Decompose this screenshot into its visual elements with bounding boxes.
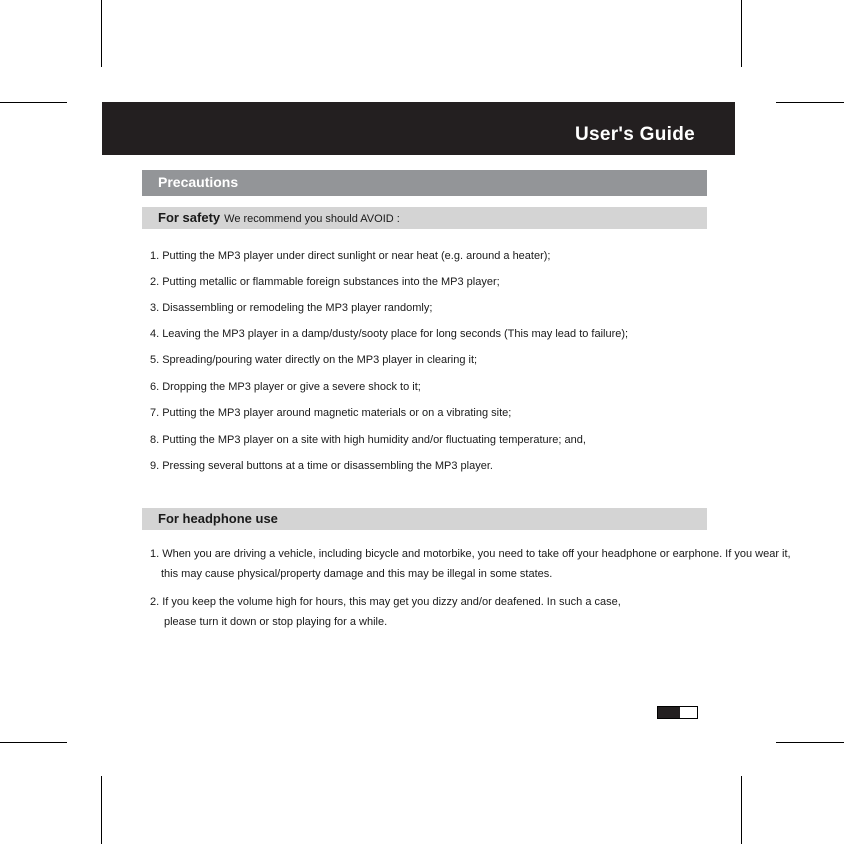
crop-mark (0, 742, 67, 743)
subsection-safety (142, 207, 707, 229)
list-item (150, 249, 550, 263)
item-text: Putting metallic or flammable foreign substances into the MP3 player; (162, 276, 500, 288)
crop-mark (101, 0, 102, 67)
list-item (150, 595, 621, 609)
item-number: 1. (150, 548, 160, 560)
item-text: Putting the MP3 player around magnetic materials or on a vibrating site; (162, 407, 512, 419)
item-text: When you are driving a vehicle, including bicycle and motorbike, you need to take off your headphone or earphone. If you wear it, (162, 548, 791, 560)
list-item (150, 301, 432, 315)
safety-heading: For safety (158, 210, 221, 225)
item-number: 4. (150, 328, 160, 340)
item-text: Pressing several buttons at a time or disassembling the MP3 player. (162, 460, 493, 472)
subsection-headphone (142, 508, 707, 530)
page-indicator-fill (658, 707, 680, 718)
item-text: Spreading/pouring water directly on the MP3 player in clearing it; (162, 354, 478, 366)
list-item (150, 406, 511, 420)
list-item (150, 327, 628, 341)
item-text: Dropping the MP3 player or give a severe shock to it; (162, 381, 421, 393)
item-text: Putting the MP3 player under direct sunlight or near heat (e.g. around a heater); (162, 250, 551, 262)
header-title: User's Guide (574, 124, 695, 145)
item-number: 8. (150, 434, 160, 446)
item-number: 2. (150, 596, 160, 608)
item-number: 1. (150, 250, 160, 262)
item-number: 2. (150, 276, 160, 288)
header-band (102, 102, 735, 155)
crop-mark (776, 742, 844, 743)
crop-mark (776, 102, 844, 103)
item-number: 3. (150, 302, 160, 314)
item-number: 5. (150, 354, 160, 366)
item-text: If you keep the volume high for hours, this may get you dizzy and/or deafened. In such a case, (162, 596, 621, 608)
subsection-title: For headphone use (158, 511, 278, 526)
item-text: Putting the MP3 player on a site with high humidity and/or fluctuating temperature; and, (162, 434, 586, 446)
list-item (150, 459, 493, 473)
item-continuation: please turn it down or stop playing for a while. (164, 616, 388, 628)
page-indicator (657, 706, 698, 719)
item-number: 7. (150, 407, 160, 419)
item-text: Disassembling or remodeling the MP3 player randomly; (162, 302, 433, 314)
list-item (150, 547, 791, 561)
list-item (150, 353, 477, 367)
list-item (150, 275, 500, 289)
crop-mark (741, 0, 742, 67)
subsection-title (158, 210, 400, 225)
item-text: Leaving the MP3 player in a damp/dusty/sooty place for long seconds (This may lead to failure); (162, 328, 629, 340)
item-continuation: this may cause physical/property damage and this may be illegal in some states. (161, 568, 553, 580)
item-number: 6. (150, 381, 160, 393)
list-item (150, 433, 586, 447)
crop-mark (101, 776, 102, 844)
item-number: 9. (150, 460, 160, 472)
crop-mark (741, 776, 742, 844)
list-item (150, 380, 421, 394)
section-precautions (142, 170, 707, 196)
safety-intro: We recommend you should AVOID : (224, 213, 400, 225)
section-title: Precautions (158, 174, 239, 190)
crop-mark (0, 102, 67, 103)
